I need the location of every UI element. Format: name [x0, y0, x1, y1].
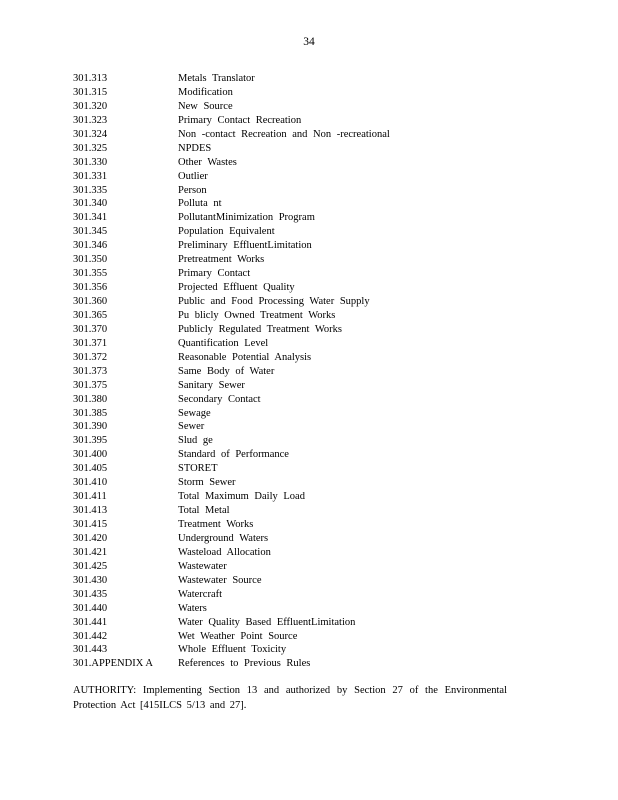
section-title: Water Quality Based EffluentLimitation — [178, 616, 356, 628]
toc-row — [73, 86, 543, 100]
page-number: 34 — [303, 36, 315, 48]
section-title: Preliminary EffluentLimitation — [178, 240, 312, 252]
toc-row — [73, 323, 543, 337]
section-title: Quantification Level — [178, 337, 269, 349]
section-title: Secondary Contact — [178, 393, 261, 405]
toc-row — [73, 142, 543, 156]
toc-row — [73, 518, 543, 532]
section-number: 301.324 — [73, 128, 108, 140]
section-title: Wastewater Source — [178, 574, 262, 586]
toc-row — [73, 434, 543, 448]
section-number: 301.395 — [73, 435, 108, 447]
section-number: 301.443 — [73, 644, 108, 656]
toc-row — [73, 504, 543, 518]
section-number: 301.APPENDIX A — [73, 658, 153, 670]
section-title: Underground Waters — [178, 532, 269, 544]
section-title: Sanitary Sewer — [178, 379, 245, 391]
section-title: Storm Sewer — [178, 477, 236, 489]
section-title: Total Metal — [178, 505, 230, 517]
section-number: 301.365 — [73, 309, 108, 321]
toc-row — [73, 72, 543, 86]
section-title: Projected Effluent Quality — [178, 282, 295, 294]
toc-row — [73, 393, 543, 407]
section-title: Treatment Works — [178, 519, 254, 530]
toc-row — [73, 407, 543, 421]
section-number: 301.375 — [73, 379, 108, 391]
section-title: Watercraft — [178, 588, 223, 600]
toc-row — [73, 128, 543, 142]
section-title: Outlier — [178, 170, 208, 182]
toc-row — [73, 351, 543, 365]
toc-row — [73, 588, 543, 602]
section-number: 301.372 — [73, 351, 108, 363]
section-number: 301.370 — [73, 323, 108, 335]
section-number: 301.435 — [73, 588, 108, 600]
toc-row — [73, 267, 543, 281]
toc-row — [73, 281, 543, 295]
toc-row — [73, 211, 543, 225]
section-title: Sewage — [178, 407, 211, 419]
toc-row — [73, 225, 543, 239]
section-number: 301.325 — [73, 142, 108, 154]
section-title: Primary Contact — [178, 268, 251, 280]
toc-row — [73, 476, 543, 490]
toc-row — [73, 379, 543, 393]
toc-row — [73, 448, 543, 462]
section-title: Pu blicly Owned Treatment Works — [178, 309, 336, 321]
section-number: 301.335 — [73, 184, 108, 196]
section-number: 301.411 — [73, 491, 107, 503]
section-number: 301.313 — [73, 73, 108, 84]
section-title: New Source — [178, 100, 233, 112]
toc-row — [73, 657, 543, 671]
section-number: 301.330 — [73, 156, 108, 168]
section-number: 301.350 — [73, 254, 108, 266]
section-number: 301.420 — [73, 532, 108, 544]
section-number: 301.323 — [73, 114, 108, 126]
toc-row — [73, 337, 543, 351]
section-number: 301.341 — [73, 212, 108, 224]
section-number: 301.440 — [73, 602, 108, 614]
section-number: 301.410 — [73, 477, 108, 489]
section-number: 301.421 — [73, 546, 108, 558]
section-title: Pretreatment Works — [178, 254, 265, 266]
section-number: 301.371 — [73, 337, 108, 349]
toc-row — [73, 462, 543, 476]
section-title: Primary Contact Recreation — [178, 114, 302, 126]
section-title: Public and Food Processing Water Supply — [178, 296, 370, 307]
toc-row — [73, 309, 543, 323]
section-number: 301.385 — [73, 407, 108, 419]
section-number: 301.373 — [73, 365, 108, 377]
section-title: NPDES — [178, 142, 212, 154]
section-title: STORET — [178, 463, 218, 475]
section-number: 301.413 — [73, 505, 108, 517]
section-title: PollutantMinimization Program — [178, 212, 315, 224]
toc-row — [73, 616, 543, 630]
section-number: 301.400 — [73, 449, 108, 461]
section-title: Non -contact Recreation and Non -recreational — [178, 128, 390, 140]
section-number: 301.331 — [73, 170, 108, 182]
toc-row — [73, 184, 543, 198]
toc-row — [73, 114, 543, 128]
toc-row — [73, 295, 543, 309]
authority-note: AUTHORITY: Implementing Section 13 and authorized by Section 27 of the Environmental Protection Act [415ILCS 5/13 and 27]. — [73, 685, 507, 711]
section-number: 301.340 — [73, 198, 108, 210]
section-title: Same Body of Water — [178, 365, 275, 377]
section-number: 301.355 — [73, 268, 108, 280]
toc-row — [73, 560, 543, 574]
section-title: Polluta nt — [178, 198, 222, 210]
section-number: 301.360 — [73, 296, 108, 307]
section-number: 301.415 — [73, 519, 108, 530]
section-number: 301.441 — [73, 616, 108, 628]
toc-row — [73, 546, 543, 560]
section-number: 301.356 — [73, 282, 108, 294]
section-number: 301.380 — [73, 393, 108, 405]
section-title: Whole Effluent Toxicity — [178, 644, 287, 656]
section-number: 301.425 — [73, 560, 108, 572]
section-title: Reasonable Potential Analysis — [178, 351, 312, 363]
toc-row — [73, 630, 543, 644]
section-number: 301.390 — [73, 421, 108, 433]
table-of-contents — [73, 72, 543, 671]
toc-row — [73, 490, 543, 504]
section-number: 301.430 — [73, 574, 108, 586]
toc-row — [73, 100, 543, 114]
toc-row — [73, 643, 543, 657]
section-title: Publicly Regulated Treatment Works — [178, 323, 342, 335]
section-number: 301.405 — [73, 463, 108, 475]
section-number: 301.346 — [73, 240, 108, 252]
section-number: 301.345 — [73, 226, 108, 238]
toc-row — [73, 365, 543, 379]
toc-row — [73, 253, 543, 267]
section-title: Metals Translator — [178, 73, 255, 84]
section-title: Standard of Performance — [178, 449, 289, 461]
section-title: Total Maximum Daily Load — [178, 491, 305, 503]
section-title: Population Equivalent — [178, 226, 275, 238]
section-title: Slud ge — [178, 435, 213, 447]
toc-row — [73, 197, 543, 211]
section-title: Waters — [178, 602, 207, 614]
toc-row — [73, 602, 543, 616]
toc-row — [73, 156, 543, 170]
section-title: Modification — [178, 86, 233, 98]
toc-row — [73, 239, 543, 253]
toc-row — [73, 170, 543, 184]
section-title: Sewer — [178, 421, 205, 433]
section-title: Other Wastes — [178, 156, 237, 168]
section-title: References to Previous Rules — [178, 658, 311, 670]
toc-row — [73, 420, 543, 434]
section-number: 301.315 — [73, 86, 108, 98]
toc-row — [73, 574, 543, 588]
section-title: Wet Weather Point Source — [178, 630, 298, 642]
section-title: Wasteload Allocation — [178, 546, 271, 558]
section-number: 301.442 — [73, 630, 108, 642]
section-number: 301.320 — [73, 100, 108, 112]
toc-row — [73, 532, 543, 546]
section-title: Wastewater — [178, 560, 227, 572]
section-title: Person — [178, 184, 207, 196]
